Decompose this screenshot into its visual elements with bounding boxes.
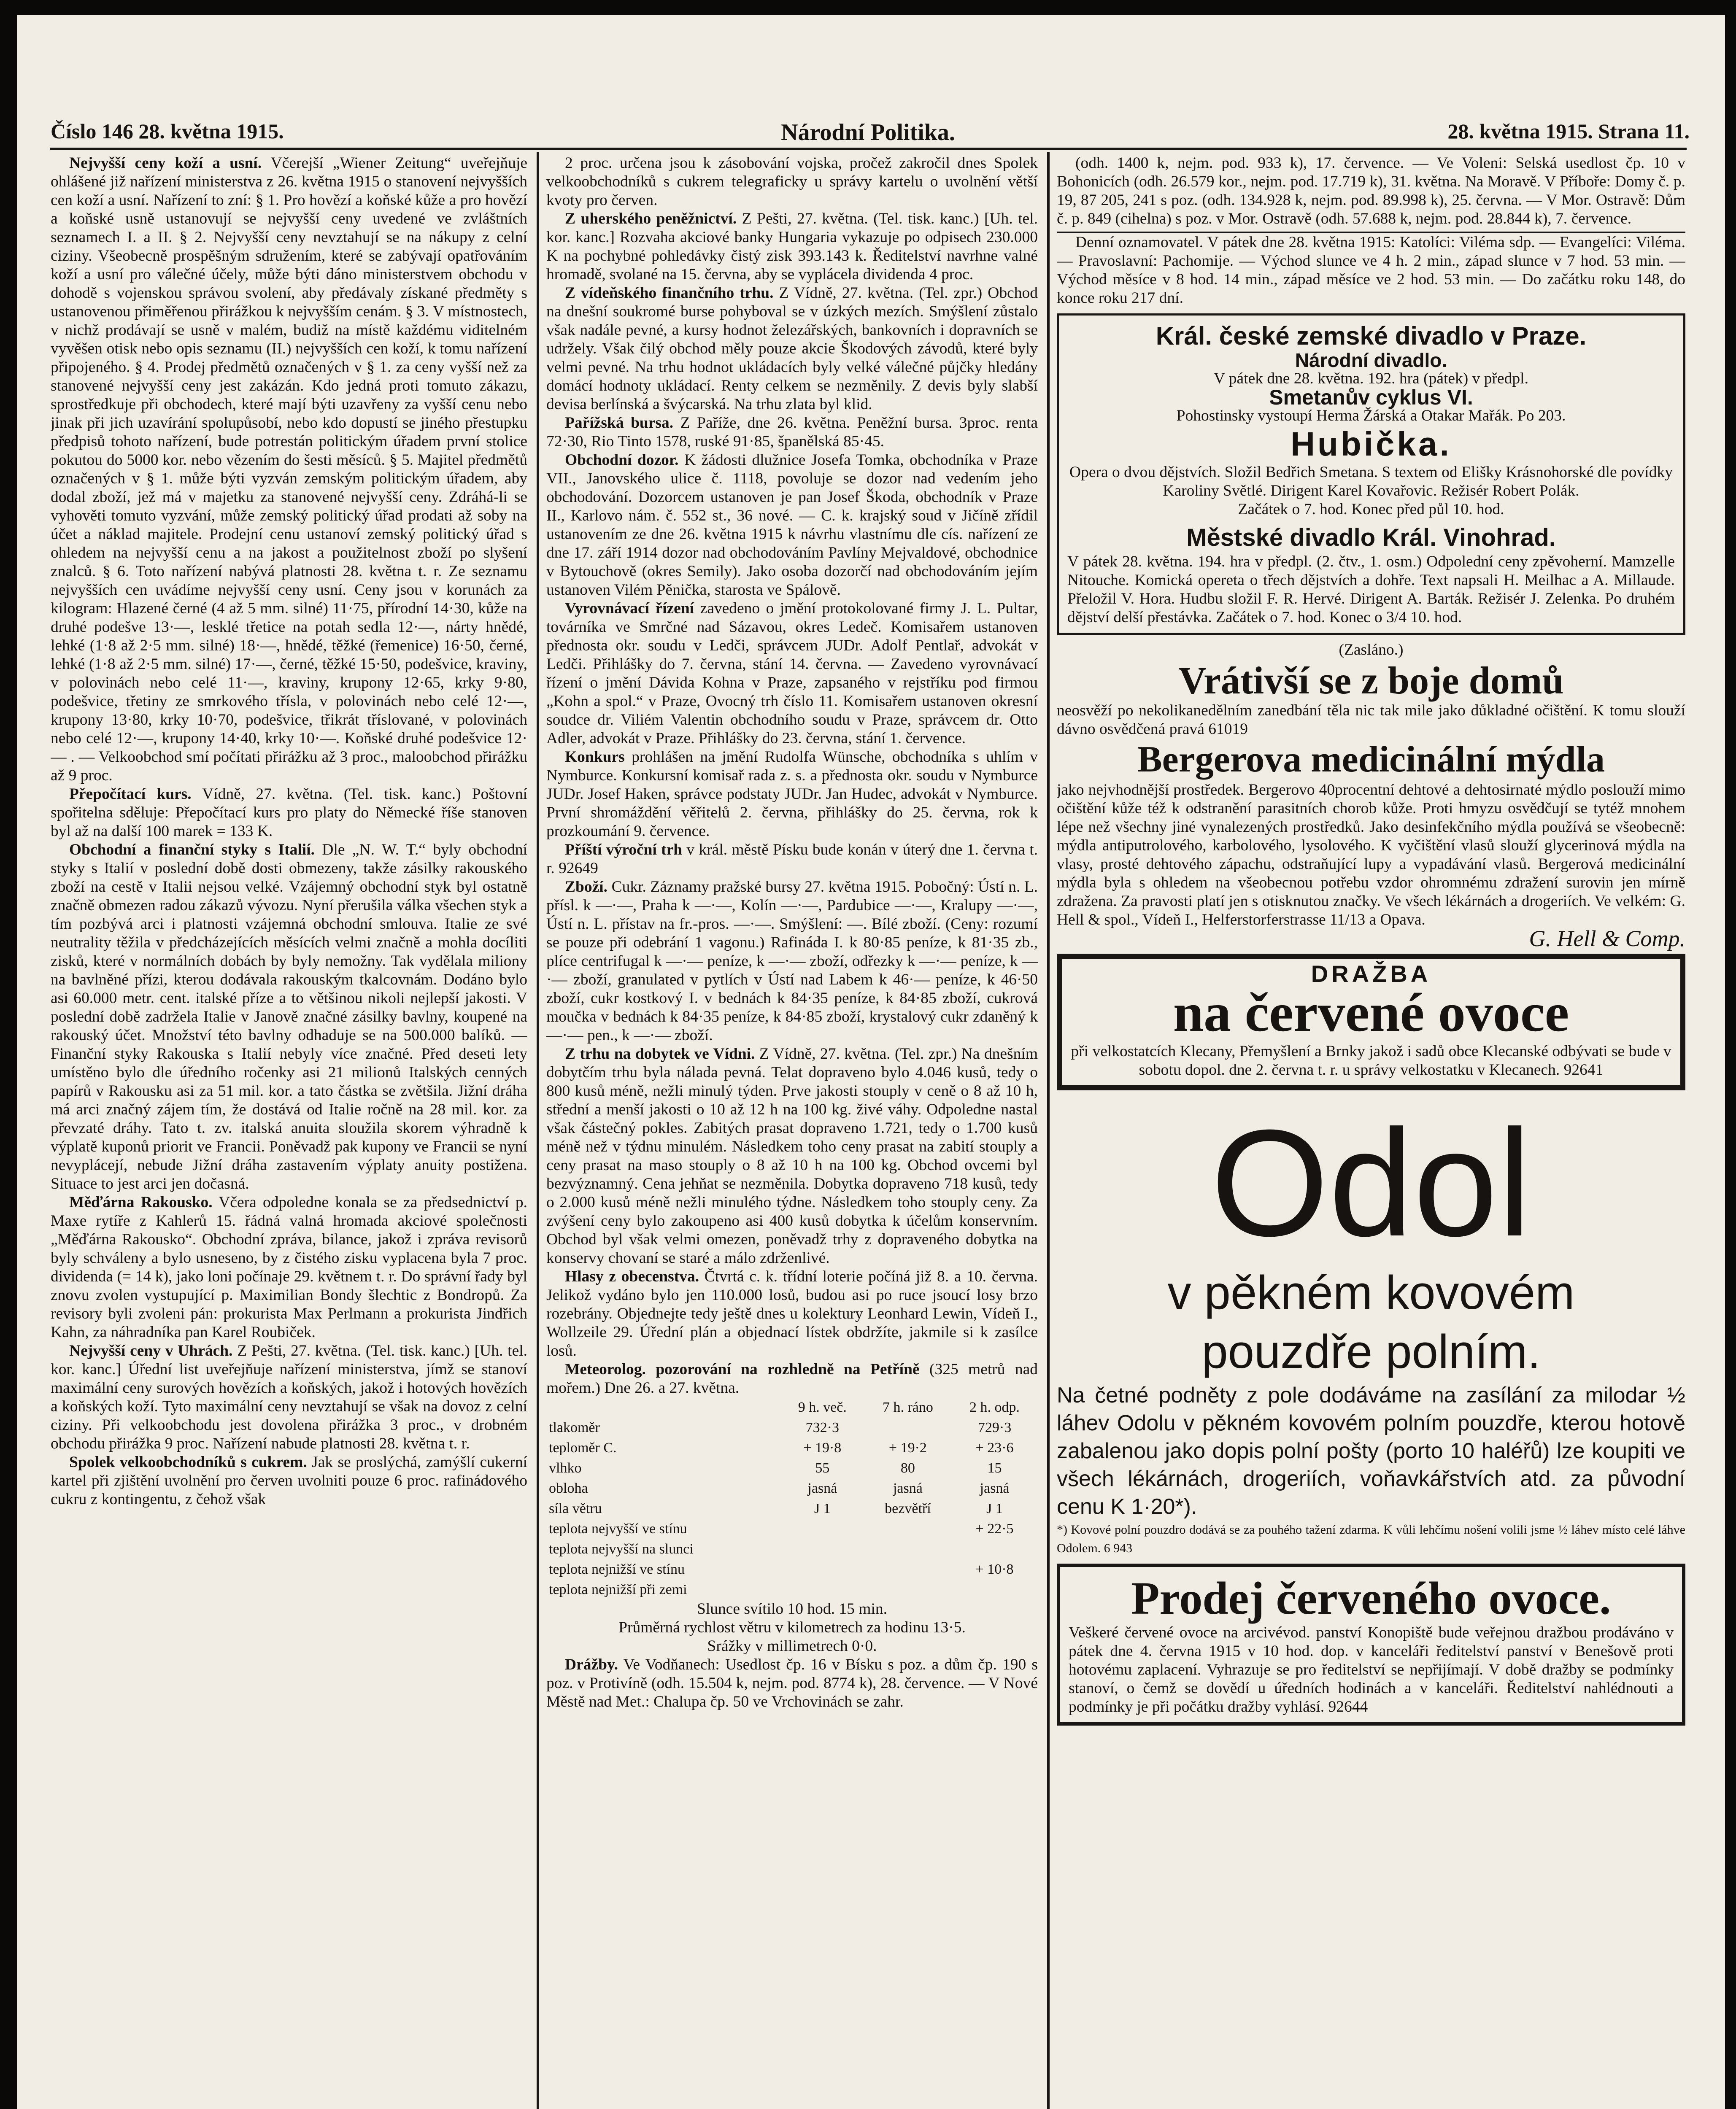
ad-auction-title: na červené ovoce [1173, 982, 1569, 1043]
article-text: Jak se proslýchá, zamýšlí cukerní kartel při zjištění uvolnění pro červen uvolniti pouze 6 proc. rafinádového cukru z kontingentu, z čehož však [51, 1454, 527, 1508]
article-paragraph [546, 748, 1038, 841]
article-paragraph [51, 1453, 527, 1509]
weather-cell [780, 1559, 864, 1580]
article-paragraph [546, 599, 1038, 748]
article-title: Obchodní a finanční styky s Italií. [69, 841, 315, 858]
article-text: v král. městě Písku bude konán v úterý dne 1. června t. r. 92649 [546, 841, 1038, 877]
weather-note: Slunce svítilo 10 hod. 15 min. [697, 1600, 888, 1618]
article-title: Obchodní dozor. [565, 451, 679, 469]
article-text: Z Pešti, 27. května. (Tel. tisk. kanc.) [Uh. tel. kor. kanc.] Úřední list uveřejňuje nařízení ministerstva, jímž se stanoví maximální ceny surových hovězích a koňských, jakož i hotových hovězích a koňských koží. Tyto maximální ceny nevztahují se však na dovoz z celní ciziny. Při velkoobchodu jest dovolena přirážka 3 proc., v drobném obchodu přirážka 9 proc. Nařízení nabude platnosti 28. května t. r. [51, 1342, 527, 1452]
article-text: K žádosti dlužnice Josefa Tomka, obchodníka v Praze VII., Janovského ulice č. 1118, povoluje se dozor nad vedením jeho obchodování. Dozorcem ustanoven je pan Josef Škoda, obchodník v Praze II., Karlovo nám. č. 552 st., 36 nové. — C. k. krajský soud v Jičíně zřídil ustanovením ze dne 26. května 1915 k návrhu vlastnímu dle cís. nařízení ze dne 17. září 1914 dozor nad obchodováním Pavlíny Mejvaldové, obchodnice v Bytouchově (okres Semily). Jako osoba dozorčí nad obchodováním jejím ustanoven Vilém Pěnička, starosta ve Spálově. [546, 451, 1038, 599]
weather-cell: + 19·8 [803, 1440, 842, 1456]
weather-cell: 732·3 [805, 1420, 839, 1435]
ad-soap-title: Bergerova medicinální mýdla [1137, 739, 1605, 780]
ad-odol-text: Na četné podněty z pole dodáváme na zasílání za milodar ½ láhev Odolu v pěkném kovovém polním pouzdře, kterou hotově zabalenou jako dopis polní pošty (porto 10 haléřů) lze koupiti ve všech lékárnách, drogeriích, voňavkářstvích atd. za původní cenu K 1·20*). [1057, 1383, 1685, 1519]
article-text: Z Paříže, dne 26. května. Peněžní bursa. 3proc. renta 72·30, Rio Tinto 1578, ruské 91·85, španělská 85·45. [546, 414, 1038, 450]
weather-cell: 55 [815, 1460, 830, 1476]
article-title: Spolek velkoobchodníků s cukrem. [69, 1454, 307, 1471]
article-paragraph [51, 1193, 527, 1342]
theatre-national [1057, 313, 1685, 635]
weather-cell: vlhko [549, 1460, 582, 1476]
weather-header: 2 h. odp. [969, 1400, 1020, 1415]
article-text: (325 metrů nad mořem.) Dne 26. a 27. května. [546, 1361, 1038, 1397]
weather-cell [864, 1580, 951, 1600]
weather-cell: obloha [549, 1481, 588, 1496]
theatre-cycle: Smetanův cyklus VI. [1269, 386, 1473, 409]
article-paragraph [546, 154, 1038, 210]
weather-cell: teploměr C. [549, 1440, 617, 1456]
weather-cell [951, 1580, 1038, 1600]
article-paragraph [546, 284, 1038, 414]
ad-auction-head: DRAŽBA [1311, 960, 1431, 987]
weather-cell: teplota nejvyšší na slunci [549, 1541, 694, 1557]
article-paragraph [546, 1045, 1038, 1268]
article-text: Cukr. Záznamy pražské bursy 27. května 1915. Pobočný: Ústí n. L. přísl. k —·—, Praha k —·—, Kolín —·—, Pardubice —·—, Kralupy —·—, Ústí n. L. přístav na fr.-pros. —·—. Smýšlení: —. Bílé zboží. (Ceny: rozumí se pouze při odebrání 1 vagonu.) Rafináda I. k 80·85 peníze, k 81·35 zb., plíce centrifugal k —·— peníze, k —·— zboží, odřezky k —·— peníze, k —·— zboží, granulated v pytlích v Ústí nad Labem k 46·— peníze, k 46·50 zboží, cukr kostkový I. v bednách k 84·35 peníze, k 84·85 zboží, cukrová moučka v bednách k 84·35 peníze, k 84·85 zboží, krystalový cukr zdaněný k —·— pen., k —·— zboží. [546, 878, 1038, 1044]
article-text: Včera odpoledne konala se za předsednictví p. Maxe rytíře z Kahlerů 15. řádná valná hromada akciové společnosti „Měďárna Rakousko“. Obchodní zpráva, bilance, jakož i zpráva revisorů byly schváleny a bylo usneseno, by z čistého zisku vyplacena byla 7 proc. dividenda (= 14 k), jako loni počínaje 29. květnem t. r. Do správní řady byl znovu zvolen vystupující p. Maximilian Bondy šlechtic z Bondropů. Za revisory byli zvoleni pán: prokurista Max Perlmann a prokurista Jindřich Kahn, za náhradníka pan Karel Roubiček. [51, 1194, 527, 1341]
weather-cell: J 1 [986, 1501, 1003, 1516]
article-title: Meteorolog. pozorování na rozhledně na Petříně [565, 1361, 920, 1378]
article-title: Příští výroční trh [565, 841, 683, 858]
article-text: Dle „N. W. T.“ byly obchodní styky s Italií v poslední době dosti obmezeny, takže zásilky rakouského zboží na cestě v Italii nejsou velké. Vzájemný obchodní styk byl ostatně značně obmezen radou zákazů vývozu. Nyní přerušila válka všechen styk a tím pozbývá arci i platnosti vzájemná obchodní smlouva. Italie ze své neutrality těžila v předcházejících měsících velmi značně a mohla docíliti zisků, které v normálních dobách by byly nemožny. Tak vydělala miliony na bavlněné přízi, kterou dodávala rakouským tkalcovnám. Dodáno bylo asi 60.000 metr. cent. italské příze a to většinou nikoli nejlepší jakosti. V poslední době zadržela Italie v Janově značné zásilky bavlny, koupené na rakouský účet. Množství této bavlny odhaduje se na 500.000 balíků. — Finanční styky Rakouska s Italií nebyly více značné. Před deseti lety umístěno bylo dle úředního ročenky asi 21 milionů Italských cenných papírů v Rakousku asi za 51 mil. kor. a tato částka se zvětšila. Jižní dráha má arci značný zájem tím, že dostává od Italie ročně na 28 mil. kor. za převzaté dráhy. Tato t. zv. italská anuita sloužila skorem výhradně k výplatě kuponů priorit ve Francii. Poněvadž pak kupony ve Francii se nyní nevyplácejí, nebude Jižní dráha zastavením výplaty anuity postižena. Situace to jest arci jen dočasná. [51, 841, 527, 1192]
article-text: Ve Vodňanech: Usedlost čp. 16 v Bísku s poz. a dům čp. 190 s poz. v Protivíně (odh. 15.504 k, nejm. pod. 8774 k), 28. července. — V Nové Městě nad Met.: Chalupa čp. 50 ve Vrchovinách se zahr. [546, 1656, 1038, 1710]
article-title: Vyrovnávací řízení [565, 600, 694, 617]
auction-list: (odh. 1400 k, nejm. pod. 933 k), 17. července. — Ve Voleni: Selská usedlost čp. 10 v Bohonicích (odh. 26.579 kor., nejm. pod. 17.719 k), 31. května. Na Moravě. V Příboře: Domy č. p. 19, 87 205, 241 s poz. (odh. 134.928 k, nejm. pod. 89.998 k), 25. června. — V Mor. Ostravě: Dům č. p. 849 (cihelna) s poz. v Mor. Ostravě (odh. 57.688 k, nejm. pod. 28.844 k), 7. července. [1057, 154, 1685, 227]
article-text: Z Vídně, 27. května. (Tel. zpr.) Obchod na dnešní soukromé burse pohyboval se v úzkých mezích. Smýšlení zůstalo však nadále pevné, a kursy hodnot železářských, bankovních i dopravních se udržely. Však čilý obchod měly pouze akcie Škodových závodů, které byly velmi pevné. Na trhu hodnot ukládacích byly velké válečné půjčky hledány domácí hodnoty ukládací. Renty celkem se nezměnily. Z devis byly slabší devisa berlínská a švýcarská. Na trhu zlata byl klid. [546, 284, 1038, 413]
column-1 [51, 154, 527, 2109]
article-text: Vídně, 27. května. (Tel. tisk. kanc.) Poštovní spořitelna sděluje: Přepočítací kurs pro platy do Německé říše stanoven byl až na další 100 marek = 133 K. [51, 785, 527, 840]
article-text: Čtvrtá c. k. třídní loterie počíná již 8. a 10. června. Jelikož vydáno bylo jen 110.000 losů, budou asi po ruce jsoucí losy brzo rozebrány. Objednejte tedy ještě dnes u kolektury Leonhard Lewin, Vídeň I., Wollzeile 29. Úřední plán a objednací lístek obdržíte, jakmile si k zasílce losů. [546, 1268, 1038, 1359]
article-title: Konkurs [565, 748, 625, 766]
ad-fruit-text: Veškeré červené ovoce na arcivévod. panství Konopiště bude veřejnou dražbou prodáváno v pátek dne 4. června 1915 v 10 hod. dop. v kanceláři ředitelství panství v Benešově proti hotovému zaplacení. Vyhrazuje se pro ředitelství se nepřijímají. V době dražby se podmínky stanoví, o čemž se dovědí u úředních hodinách a v kanceláři. Ředitelství nahlédnouti a podmínky je při počátku dražby vyhlásí. 92644 [1069, 1624, 1674, 1715]
weather-cell: + 23·6 [975, 1440, 1014, 1456]
weather-cell: jasná [980, 1481, 1010, 1496]
weather-cell: 15 [987, 1460, 1002, 1476]
weather-cell: 729·3 [977, 1420, 1012, 1435]
article-title: Nejvyšší ceny v Uhrách. [69, 1342, 233, 1359]
ad-soap-signature: G. Hell & Comp. [1529, 926, 1685, 951]
header-rule [50, 148, 1687, 150]
theatre-vinohrady-title: Městské divadlo Král. Vinohrad. [1186, 524, 1556, 551]
article-paragraph [546, 210, 1038, 284]
ad-auction-text: při velkostatcích Klecany, Přemyšlení a Brnky jakož i sadů obce Klecanské odbývati se bude v sobotu dopol. dne 2. června t. r. u správy velkostatku v Klecanech. 92641 [1071, 1043, 1671, 1079]
ad-odol-note: *) Kovové polní pouzdro dodává se za pouhého tažení zdarma. K vůli lehčímu nošení volili jsme ½ láhev místo celé láhve Odolem. 6 943 [1057, 1523, 1685, 1555]
article-text: Včerejší „Wiener Zeitung“ uveřejňuje ohlášené již nařízení ministerstva z 26. května 1915 o stanovení nejvyšších cen koží a usní. Nařízení to zní: § 1. Pro hovězí a koňské kůže a pro hovězí a koňské usně ustanovují se nejvyšší ceny uvedené ve zvláštních seznamech I. a II. § 2. Nejvyšší ceny nevztahují se na nákupy z celní ciziny. Všeobecně prospěšným sdružením, které se zabývají opatřováním koží a usní pro válečné účely, může býti dáno ministerstvem obchodu v dohodě s vojenskou správou svolení, aby předávaly získané předměty s ustanovenou přiměřenou přirážkou k nejvyšším cenám. § 3. V místnostech, v nichž prodávají se usně v malém, budiž na místě každému viditelném vyvěšen otisk nebo opis seznamu (II.) nejvyšších cen koží, k tomu nařízení připojeného. § 4. Prodej předmětů označených v § 1. za ceny vyšší než za stanovené nejvyšší ceny jest zakázán. Kdo jedná proti tomuto zákazu, sprostředkuje při obchodech, které mají býti uzavřeny za vyšší cenu nebo jinak při jich uzavírání spolupůsobí, nebo kdo dopustí se jiného přestupku předpisů tohoto nařízení, bude potrestán politickým úřadem první stolice pokutou do 5000 kor. nebo vězením do šesti měsíců. § 5. Majitel předmětů označených v § 1. může býti vyzván zemským politickým úřadem, aby dodal zboží, jež má v majetku za stanovené nejvyšší ceny. Zdráhá-li se vyhověti tomuto vyzvání, může zemský politický úřad prodati až soby na účet a náklad majitele. Prodejní cenu ustanoví zemský politický úřad s ohledem na nejvyšší cenu a na jakost a použitelnost zboží po slyšení znalců. § 6. Toto nařízení nabývá platnosti 28. května t. r. Ze seznamu nejvyšších cen uvádíme nejvyšší ceny usní. Ceny jsou v korunách za kilogram: Hlazené černé (4 až 5 mm. silné) 11·75, přírodní 14·30, kůže na druhé podešve 13·—, lesklé třetice na potah sedla 12·—, nárty hnědé, lehké (1·8 až 2·5 mm. silné) 18·—, hnědé, těžké (řemenice) 16·50, černé, lehké (1·8 až 2·5 mm. silné) 17·—, černé, těžké 15·50, podešvice, kraviny, v polovinách nebo celé 11·—, kraviny, krupony 12·65, krky 9·80, podešvice, třetiny ze smrkového třísla, v polovinách nebo celé 12·—, krupony 13·80, krky 10·70, podešvice, třikrát tříslované, v polovinách nebo celé 12·—, krupony 14·40, krky 10·—. Koňské druhé podešvice 12·— . — Velkoobchod smí počítati přirážku až 3 proc., maloobchod přirážku až 9 proc. [51, 154, 527, 784]
article-paragraph [546, 414, 1038, 451]
weather-cell: + 22·5 [975, 1521, 1014, 1537]
weather-cell: jasná [893, 1481, 923, 1496]
weather-table [546, 1397, 1038, 1600]
column-rule-2 [1047, 152, 1050, 2109]
article-paragraph [546, 878, 1038, 1045]
ad-fruit-box [1057, 1564, 1685, 1726]
header-masthead: Národní Politika. [781, 119, 955, 146]
column-3 [1057, 154, 1685, 2109]
weather-row [546, 1458, 1038, 1478]
article-text: Z Vídně, 27. května. (Tel. zpr.) Na dnešním dobytčím trhu byla nálada pevná. Telat dopraveno bylo 4.046 kusů, tedy o 800 kusů méně, nežli minulý týden. Prve jakosti stouply v ceně o 8 až 10 h, střední a menší jakosti o 10 až 12 h na 100 kg. živé váhy. Odpoledne nastal však částečný pokles. Zabitých prasat dopraveno 1.721, tedy o 1.700 kusů méně než v týdnu minulém. Následkem toho ceny prasat na zabití stouply a ceny prasat na maso stouply o 8 až 10 h na 100 kg. Obchod ovcemi byl bezvýznamný. Cena jehňat se nezměnila. Dobytka dopraveno 718 kusů, tedy o 2.000 kusů méně nežli minulého týdne. Následkem toho stouply ceny. Za zvýšení ceny bylo zakoupeno asi 400 kusů dobytka k účelům konservním. Obchod byl však velmi omezen, poněvadž trhy z dopraveného dobytka na konservy chovaní se staré a málo zdrženlivé. [546, 1045, 1038, 1267]
article-paragraph [51, 841, 527, 1193]
weather-row [546, 1438, 1038, 1458]
weather-cell: teplota nejvyšší ve stínu [549, 1521, 687, 1537]
theatre-subtitle: Národní divadlo. [1295, 349, 1447, 371]
weather-cell [780, 1580, 864, 1600]
weather-cell: teplota nejnižší při zemi [549, 1582, 687, 1597]
ad-auction-box [1057, 954, 1685, 1090]
weather-row [546, 1478, 1038, 1499]
column-rule-1 [537, 152, 539, 2109]
daily-notice: Denní oznamovatel. V pátek dne 28. května 1915: Katolíci: Viléma sdp. — Evangelíci: Viléma. — Pravoslavní: Pachomije. — Východ slunce ve 4 h. 2 min., západ slunce v 7 hod. 53 min. — Východ měsíce v 8 hod. 14 min., západ měsíce ve 2 hod. 53 min. — Do začátku roku 148, do konce roku 217 dní. [1057, 232, 1685, 307]
article-paragraph [546, 841, 1038, 878]
ad-odol-title: Odol [1210, 1098, 1532, 1268]
weather-note: Průměrná rychlost větru v kilometrech za hodinu 13·5. [618, 1619, 966, 1636]
article-paragraph [51, 785, 527, 841]
weather-header: 9 h. več. [798, 1400, 847, 1415]
weather-cell [951, 1539, 1038, 1559]
weather-cell [864, 1418, 951, 1438]
weather-cell [864, 1539, 951, 1559]
article-title: Měďárna Rakousko. [69, 1194, 213, 1211]
article-title: Zboží. [565, 878, 608, 895]
theatre-title: Král. české zemské divadlo v Praze. [1156, 322, 1587, 350]
theatre-info: Opera o dvou dějstvích. Složil Bedřich Smetana. S textem od Elišky Krásnohorské dle povídky Karoliny Světlé. Dirigent Karel Kovařovic. Režisér Robert Polák. [1069, 464, 1673, 499]
article-text: zavedeno o jmění protokolované firmy J. L. Pultar, továrníka ve Smrčné nad Sázavou, okres Ledeč. Komisařem ustanoven přednosta okr. soudu v Ledči, správcem JUDr. Adolf Pentlař, advokát v Ledči. Přihlášky do 7. června, stání 14. června. — Zavedeno vyrovnávací řízení o jmění Dávida Kohna v Praze, zapsaného v rejstříku pod firmou „Kohn a spol.“ v Praze, Ovocný trh číslo 11. Komisařem ustanoven okresní soudce dr. Viliém Valentin obchodního soudu v Praze, správcem dr. Otto Adler, advokát v Praze. Přihlášky do 23. června, stání 1. července. [546, 600, 1038, 747]
ad-soap-text: jako nejvhodnější prostředek. Bergerovo 40procentní dehtové a dehtosirnaté mýdlo poslouží mimo očištění kůže též k odstranění parasitních chorob kůže. Proti hmyzu osvědčují se tytéž mnohem lépe než všechny jiné vynalezených prostředků. Jako desinfekčního mýdla používá se všeobecně: mýdla antiputrolového, karbolového, lysolového. K vyčištění vlasů slouží glycerinová mýdla na vlasy, prosté dehtového zápachu, odstraňující lupy a vypadávání vlasů. Bergerová medicinální mýdla byla s ohledem na všeobecnou potřebu vzdor ohromnému zdražení surovin jen mírně zdražena. Za pravosti platí jen s otisknutou značky. Ve všech lékárnách a drogeriích. Ve velkém: G. Hell & spol., Vídeň I., Helferstorferstrasse 11/13 a Opava. [1057, 781, 1685, 928]
weather-cell: bezvětří [885, 1501, 931, 1516]
article-text: prohlášen na jmění Rudolfa Wünsche, obchodníka s uhlím v Nymburce. Konkursní komisař rada z. s. a přednosta okr. soudu v Nymburce JUDr. Josef Haken, správce podstaty JUDr. Jan Hudec, advokát v Nymburce. První shromáždění věřitelů 2. června, přihlášky do 25. června, rok k prozkoumání 9. července. [546, 748, 1038, 840]
weather-cell: + 10·8 [975, 1562, 1014, 1577]
article-title: Hlasy z obecenstva. [565, 1268, 699, 1285]
ad-returning-text: neosvěží po nekolikanedělním zanedbání těla nic tak mile jako důkladné očištění. K tomu slouží dávno osvědčená pravá 61019 [1057, 702, 1685, 738]
article-title: Z trhu na dobytek ve Vídni. [565, 1045, 755, 1063]
article-paragraph [546, 451, 1038, 599]
article-paragraph [546, 1360, 1038, 1397]
weather-row [546, 1580, 1038, 1600]
weather-row [546, 1418, 1038, 1438]
ad-fruit-title: Prodej červeného ovoce. [1131, 1572, 1611, 1624]
theatre-guests: Pohostinsky vystoupí Herma Žárská a Otakar Mařák. Po 203. [1176, 407, 1566, 424]
ad-odol-sub2: pouzdře polním. [1201, 1325, 1541, 1378]
column-2 [546, 154, 1038, 2109]
weather-cell: teplota nejnižší ve stínu [549, 1562, 685, 1577]
header-left: Číslo 146 28. května 1915. [51, 119, 284, 143]
advert-label: (Zasláno.) [1339, 641, 1404, 658]
article-title: Nejvyšší ceny koží a usní. [69, 154, 262, 172]
article-title: Přepočítací kurs. [69, 785, 192, 803]
weather-cell [864, 1519, 951, 1539]
weather-row [546, 1519, 1038, 1539]
weather-cell [780, 1539, 864, 1559]
scan-border-left [0, 0, 17, 2109]
weather-cell: jasná [807, 1481, 837, 1496]
article-paragraph [51, 154, 527, 785]
weather-cell [864, 1559, 951, 1580]
scan-border-top [0, 0, 1736, 15]
weather-cell: síla větru [549, 1501, 602, 1516]
weather-cell: + 19·2 [888, 1440, 927, 1456]
weather-cell: J 1 [814, 1501, 831, 1516]
header-right: 28. května 1915. Strana 11. [1447, 119, 1690, 143]
theatre-line: V pátek dne 28. května. 192. hra (pátek) v předpl. [1214, 370, 1528, 387]
weather-note: Srážky v millimetrech 0·0. [707, 1637, 877, 1655]
article-title: Z uherského peněžnictví. [565, 210, 737, 227]
weather-header: 7 h. ráno [882, 1400, 933, 1415]
weather-row [546, 1539, 1038, 1559]
weather-row [546, 1499, 1038, 1519]
theatre-times: Začátek o 7. hod. Konec před půl 10. hod. [1238, 501, 1504, 518]
theatre-vinohrady-text: V pátek 28. května. 194. hra v předpl. (2. čtv., 1. osm.) Odpolední ceny zpěvoherní. Mamzelle Nitouche. Komická opereta o třech dějstvích a dohře. Text napsali H. Meilhac a A. Millaude. Přeložil V. Hora. Hudbu složil F. R. Hervé. Dirigent A. Barták. Režisér J. Zelenka. Po druhém dějství delší přestávka. Začátek o 7. hod. Konec o 3/4 10. hod. [1067, 553, 1675, 626]
ad-returning-title: Vrátivší se z boje domů [1178, 659, 1564, 702]
article-title: Pařížská bursa. [565, 414, 674, 432]
weather-row [546, 1559, 1038, 1580]
theatre-play: Hubička. [1291, 425, 1452, 463]
article-paragraph [51, 1342, 527, 1453]
weather-cell: 80 [900, 1460, 915, 1476]
weather-cell [780, 1519, 864, 1539]
article-text: 2 proc. určena jsou k zásobování vojska, pročež zakročil dnes Spolek velkoobchodníků s cukrem telegraficky u správy kartelu o uvolnění větší kvoty pro červen. [546, 154, 1038, 209]
scan-border-right [1725, 0, 1736, 2109]
weather-cell: tlakoměr [549, 1420, 600, 1435]
weather-header [546, 1397, 780, 1418]
article-paragraph [546, 1268, 1038, 1360]
article-title: Z vídeňského finančního trhu. [565, 284, 774, 302]
article-paragraph [546, 1656, 1038, 1711]
article-text: Z Pešti, 27. května. (Tel. tisk. kanc.) [Uh. tel. kor. kanc.] Rozvaha akciové banky Hungaria vykazuje po odpisech 230.000 K na pochybné pohledávky čistý zisk 393.143 k. Ředitelství navrhne valné hromadě, svolané na 15. června, aby se vyplácela dividenda 4 proc. [546, 210, 1038, 283]
ad-odol-sub1: v pěkném kovovém [1167, 1266, 1575, 1319]
article-title: Drážby. [565, 1656, 618, 1673]
